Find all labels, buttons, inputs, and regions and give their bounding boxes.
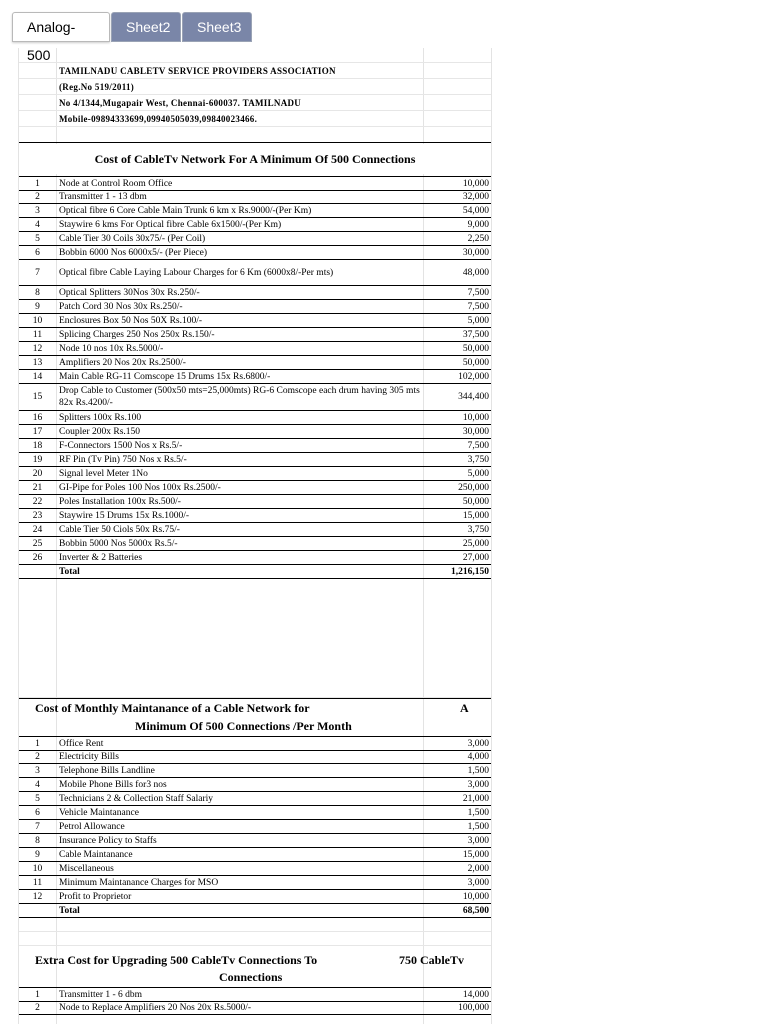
row-number: 3 — [35, 205, 40, 216]
item-description: Bobbin 6000 Nos 6000x5/- (Per Piece) — [59, 247, 208, 258]
item-description: Optical fibre Cable Laying Labour Charges for 6 Km (6000x8/-Per mts) — [59, 267, 334, 278]
table-row — [19, 862, 491, 876]
table-row — [19, 750, 491, 764]
item-description: Transmitter 1 - 13 dbm — [59, 191, 147, 202]
item-amount: 1,500 — [467, 821, 489, 832]
item-amount: 3,750 — [467, 524, 489, 535]
total-amount: 1,216,150 — [451, 566, 489, 577]
row-number: 16 — [32, 412, 43, 423]
row-number: 8 — [35, 287, 40, 298]
item-amount: 54,000 — [462, 205, 489, 216]
row-number: 8 — [35, 835, 40, 846]
item-amount: 30,000 — [462, 247, 489, 258]
table-row — [19, 551, 491, 565]
row-number: 4 — [35, 779, 40, 790]
section3-title-left: Extra Cost for Upgrading 500 CableTv Connections To — [35, 953, 318, 967]
section2-title-row — [19, 698, 491, 735]
item-amount: 10,000 — [462, 412, 489, 423]
item-description: Transmitter 1 - 6 dbm — [59, 989, 143, 1000]
section1-title: Cost of CableTv Network For A Minimum Of 500 Connections — [94, 151, 416, 166]
item-amount: 4,000 — [467, 751, 489, 762]
row-number: 6 — [35, 807, 40, 818]
blank-row — [19, 687, 491, 698]
table-row — [19, 190, 491, 204]
row-number: 20 — [32, 468, 43, 479]
row-number: 12 — [32, 891, 43, 902]
org-name: TAMILNADU CABLETV SERVICE PROVIDERS ASSOCIATION — [59, 65, 336, 76]
row-number: 10 — [32, 863, 43, 874]
item-amount: 1,500 — [467, 807, 489, 818]
item-description: Node 10 nos 10x Rs.5000/- — [59, 343, 164, 354]
row-number: 5 — [35, 793, 40, 804]
row-number: 12 — [32, 343, 43, 354]
table-row — [19, 218, 491, 232]
item-description: Splitters 100x Rs.100 — [59, 412, 142, 423]
row-number: 26 — [32, 552, 43, 563]
item-description: Staywire 15 Drums 15x Rs.1000/- — [59, 510, 190, 521]
table-row — [19, 260, 491, 286]
item-amount: 1,500 — [467, 765, 489, 776]
row-number: 3 — [35, 765, 40, 776]
item-description: Telephone Bills Landline — [59, 765, 155, 776]
tab-sheet2[interactable]: Sheet2 — [111, 12, 181, 42]
table-row — [19, 1001, 491, 1015]
table-row — [19, 820, 491, 834]
row-number: 19 — [32, 454, 43, 465]
item-amount: 48,000 — [462, 267, 489, 278]
blank-row — [19, 932, 491, 946]
item-description: Minimum Maintanance Charges for MSO — [59, 877, 219, 888]
row-number: 9 — [35, 301, 40, 312]
item-description: Signal level Meter 1No — [59, 468, 148, 479]
table-row — [19, 495, 491, 509]
row-number: 9 — [35, 849, 40, 860]
tab-analog-500[interactable]: Analog-500 — [12, 12, 110, 42]
header-row — [19, 79, 491, 95]
table-row — [19, 987, 491, 1002]
item-description: Coupler 200x Rs.150 — [59, 426, 141, 437]
item-amount: 100,000 — [458, 1002, 489, 1013]
item-description: Splicing Charges 250 Nos 250x Rs.150/- — [59, 329, 215, 340]
item-description: Amplifiers 20 Nos 20x Rs.2500/- — [59, 357, 186, 368]
total-row — [19, 565, 491, 579]
row-number: 2 — [35, 191, 40, 202]
item-amount: 50,000 — [462, 357, 489, 368]
item-amount: 50,000 — [462, 343, 489, 354]
header-row — [19, 95, 491, 111]
item-description: Cable Tier 30 Coils 30x75/- (Per Coil) — [59, 233, 206, 244]
item-amount: 7,500 — [467, 287, 489, 298]
item-description: Optical Splitters 30Nos 30x Rs.250/- — [59, 287, 200, 298]
row-number: 1 — [35, 989, 40, 1000]
table-row — [19, 509, 491, 523]
table-row — [19, 328, 491, 342]
blank-row — [19, 48, 491, 63]
table-row — [19, 736, 491, 751]
section2-marker: A — [460, 700, 469, 715]
table-row — [19, 806, 491, 820]
table-row — [19, 342, 491, 356]
item-description: Drop Cable to Customer (500x50 mts=25,000mts) RG-6 Comscope each drum having 305 mts 82x Rs.4200/- — [59, 386, 420, 408]
item-amount: 25,000 — [462, 538, 489, 549]
row-number: 10 — [32, 315, 43, 326]
item-amount: 3,000 — [467, 779, 489, 790]
table-row — [19, 314, 491, 328]
header-row — [19, 111, 491, 127]
org-mobile: Mobile-09894333699,09940505039,09840023466. — [59, 113, 258, 124]
item-description: Office Rent — [59, 738, 104, 749]
table-row — [19, 425, 491, 439]
item-description: RF Pin (Tv Pin) 750 Nos x Rs.5/- — [59, 454, 187, 465]
reg-number: (Reg.No 519/2011) — [59, 81, 135, 92]
item-amount: 9,000 — [467, 219, 489, 230]
row-number: 23 — [32, 510, 43, 521]
row-number: 18 — [32, 440, 43, 451]
table-row — [19, 834, 491, 848]
item-amount: 7,500 — [467, 301, 489, 312]
item-description: Main Cable RG-11 Comscope 15 Drums 15x Rs.6800/- — [59, 371, 271, 382]
item-amount: 37,500 — [462, 329, 489, 340]
item-amount: 50,000 — [462, 496, 489, 507]
row-number: 25 — [32, 538, 43, 549]
row-number: 22 — [32, 496, 43, 507]
table-row — [19, 876, 491, 890]
item-description: Staywire 6 kms For Optical fibre Cable 6x1500/-(Per Km) — [59, 219, 282, 230]
row-number: 24 — [32, 524, 43, 535]
total-label: Total — [59, 905, 80, 916]
item-amount: 21,000 — [462, 793, 489, 804]
item-description: Cable Tier 50 Ciols 50x Rs.75/- — [59, 524, 180, 535]
table-row — [19, 300, 491, 314]
row-number: 17 — [32, 426, 43, 437]
item-description: Profit to Proprietor — [59, 891, 132, 902]
item-amount: 5,000 — [467, 468, 489, 479]
table-row — [19, 232, 491, 246]
spreadsheet-sheet — [18, 48, 492, 1024]
item-description: Poles Installation 100x Rs.500/- — [59, 496, 181, 507]
item-description: Insurance Policy to Staffs — [59, 835, 157, 846]
table-row — [19, 286, 491, 300]
item-amount: 3,000 — [467, 738, 489, 749]
item-description: Technicians 2 & Collection Staff Salariy — [59, 793, 214, 804]
item-description: Node to Replace Amplifiers 20 Nos 20x Rs.5000/- — [59, 1002, 252, 1013]
row-number: 1 — [35, 738, 40, 749]
item-amount: 30,000 — [462, 426, 489, 437]
item-description: GI-Pipe for Poles 100 Nos 100x Rs.2500/- — [59, 482, 221, 493]
table-row — [19, 792, 491, 806]
table-row — [19, 453, 491, 467]
item-amount: 14,000 — [462, 989, 489, 1000]
item-amount: 344,400 — [458, 392, 489, 402]
item-amount: 102,000 — [458, 371, 489, 382]
item-amount: 15,000 — [462, 510, 489, 521]
row-number: 6 — [35, 247, 40, 258]
item-amount: 250,000 — [458, 482, 489, 493]
sheet-tabs — [12, 12, 253, 63]
row-number: 15 — [32, 392, 43, 402]
item-amount: 10,000 — [462, 891, 489, 902]
org-address: No 4/1344,Mugapair West, Chennai-600037. TAMILNADU — [59, 97, 302, 108]
table-row — [19, 439, 491, 453]
table-row — [19, 481, 491, 495]
item-description: Optical fibre 6 Core Cable Main Trunk 6 km x Rs.9000/-(Per Km) — [59, 205, 312, 216]
item-description: Inverter & 2 Batteries — [59, 552, 143, 563]
row-number: 2 — [35, 1002, 40, 1013]
item-amount: 3,000 — [467, 835, 489, 846]
total-row — [19, 904, 491, 918]
item-description: F-Connectors 1500 Nos x Rs.5/- — [59, 440, 183, 451]
item-amount: 2,000 — [467, 863, 489, 874]
table-row — [19, 537, 491, 551]
table-row — [19, 523, 491, 537]
item-description: Node at Control Room Office — [59, 178, 173, 189]
table-row — [19, 764, 491, 778]
row-number: 5 — [35, 233, 40, 244]
table-row — [19, 467, 491, 481]
row-number: 21 — [32, 482, 43, 493]
item-description: Vehicle Maintanance — [59, 807, 139, 818]
row-number: 2 — [35, 751, 40, 762]
row-number: 11 — [32, 877, 43, 888]
section3-title-line2: Connections — [219, 970, 283, 984]
row-number: 1 — [35, 178, 40, 189]
item-amount: 3,750 — [467, 454, 489, 465]
item-description: Mobile Phone Bills for3 nos — [59, 779, 167, 790]
item-amount: 5,000 — [467, 315, 489, 326]
row-number: 13 — [32, 357, 43, 368]
table-row — [19, 890, 491, 904]
section2-title-line1: Cost of Monthly Maintanance of a Cable Network for — [35, 700, 310, 715]
item-description: Patch Cord 30 Nos 30x Rs.250/- — [59, 301, 183, 312]
item-amount: 10,000 — [462, 178, 489, 189]
row-number: 11 — [32, 329, 43, 340]
table-row — [19, 411, 491, 425]
item-description: Enclosures Box 50 Nos 50X Rs.100/- — [59, 315, 203, 326]
section3-title-right: 750 CableTv — [399, 953, 465, 967]
item-amount: 2,250 — [467, 233, 489, 244]
blank-row — [19, 918, 491, 932]
tab-sheet3[interactable]: Sheet3 — [182, 12, 252, 42]
item-amount: 15,000 — [462, 849, 489, 860]
row-number: 14 — [32, 371, 43, 382]
item-amount: 7,500 — [467, 440, 489, 451]
row-number: 4 — [35, 219, 40, 230]
table-row — [19, 356, 491, 370]
section3-title-row — [19, 952, 491, 986]
item-amount: 3,000 — [467, 877, 489, 888]
section1-title-row — [19, 144, 491, 174]
item-amount: 27,000 — [462, 552, 489, 563]
item-amount: 32,000 — [462, 191, 489, 202]
item-description: Bobbin 5000 Nos 5000x Rs.5/- — [59, 538, 178, 549]
table-row — [19, 176, 491, 191]
item-description: Electricity Bills — [59, 751, 119, 762]
row-number: 7 — [35, 821, 40, 832]
item-description: Cable Maintanance — [59, 849, 133, 860]
table-row — [19, 778, 491, 792]
section2-title-line2: Minimum Of 500 Connections /Per Month — [135, 718, 352, 733]
total-amount: 68,500 — [462, 905, 489, 916]
item-description: Petrol Allowance — [59, 821, 125, 832]
table-row — [19, 848, 491, 862]
table-row — [19, 204, 491, 218]
total-label: Total — [59, 566, 80, 577]
header-row — [19, 63, 491, 79]
blank-row — [19, 127, 491, 143]
table-row — [19, 384, 491, 411]
table-row — [19, 370, 491, 384]
table-row — [19, 246, 491, 260]
row-number: 7 — [35, 267, 40, 278]
item-description: Miscellaneous — [59, 863, 114, 874]
